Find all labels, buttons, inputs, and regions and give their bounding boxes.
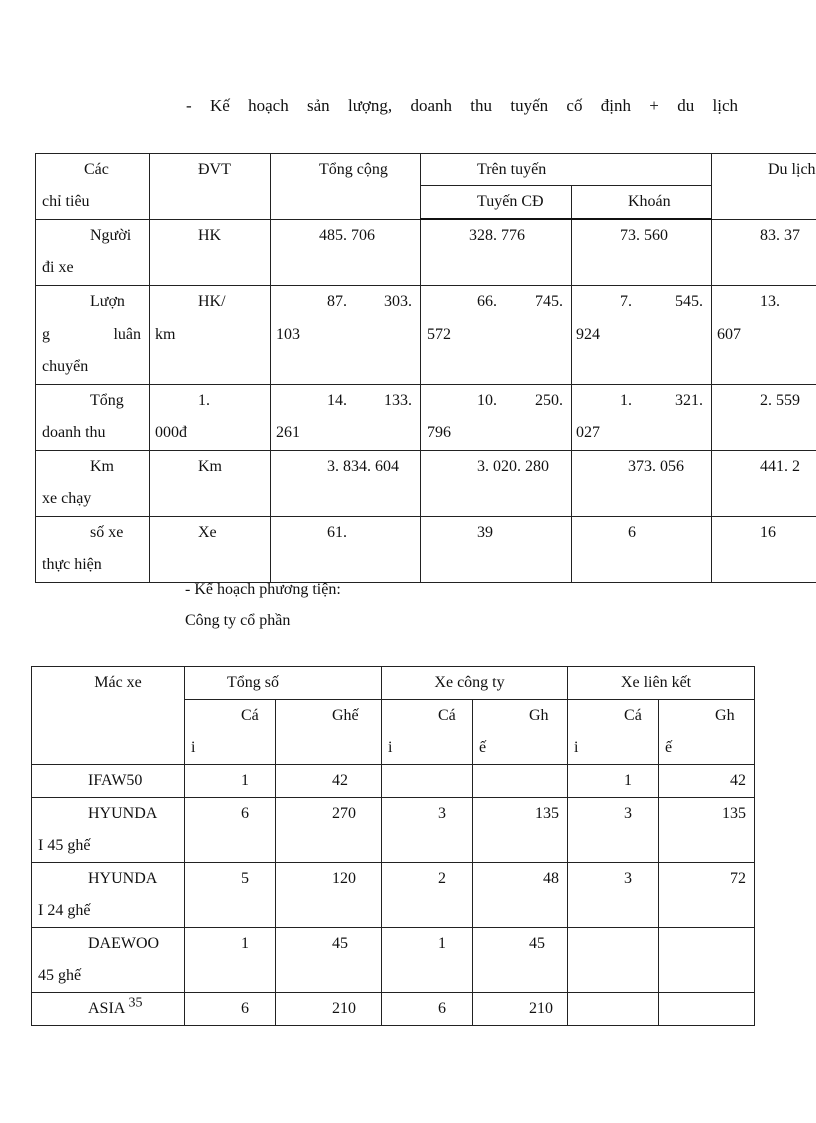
header-model: Mác xe (32, 667, 185, 765)
row-company-seats (473, 765, 568, 798)
table-row (36, 219, 816, 286)
plan-heading: - Kế hoạch sản lượng, doanh thu tuyến cố định + du lịch (186, 96, 738, 115)
row-total-seats: 270 (276, 798, 382, 863)
header-units: Cá i (382, 700, 473, 765)
header-seats: Gh ế (473, 700, 568, 765)
row-total-seats: 45 (276, 928, 382, 993)
row-model: DAEWOO 45 ghế (32, 928, 185, 993)
row-tourism: 16 (712, 516, 816, 582)
row-contract: 6 (572, 516, 712, 582)
row-total: 485. 706 (271, 219, 421, 286)
row-unit: HK/ km (150, 286, 271, 385)
header-on-route: Trên tuyến (421, 154, 712, 186)
row-unit: HK (150, 219, 271, 286)
row-fixed-route: 3. 020. 280 (421, 450, 572, 516)
header-tourism: Du lịch (712, 154, 816, 220)
row-model: HYUNDA I 24 ghế (32, 863, 185, 928)
row-label: Người đi xe (36, 219, 150, 286)
row-affiliate-units: 3 (568, 798, 659, 863)
row-model: IFAW50 (32, 765, 185, 798)
vehicle-plan-heading: - Kế hoạch phương tiện: (185, 581, 341, 598)
row-company-seats: 210 (473, 993, 568, 1026)
table-row (36, 286, 816, 385)
row-company-units: 2 (382, 863, 473, 928)
table-row (36, 384, 816, 450)
row-contract: 73. 560 (572, 219, 712, 286)
row-tourism: 83. 37 (712, 219, 816, 286)
row-total-units: 1 (185, 765, 276, 798)
row-label: Km xe chạy (36, 450, 150, 516)
row-label: số xe thực hiện (36, 516, 150, 582)
row-affiliate-units: 1 (568, 765, 659, 798)
header-total: Tổng cộng (271, 154, 421, 220)
table-row (32, 765, 755, 798)
vehicle-table (31, 666, 755, 1026)
row-affiliate-seats: 72 (659, 863, 755, 928)
header-units: Cá i (568, 700, 659, 765)
row-fixed-route: 66. 745. 572 (421, 286, 572, 385)
row-affiliate-units (568, 928, 659, 993)
row-label: Lượn g luân chuyển (36, 286, 150, 385)
table-row (36, 450, 816, 516)
row-unit: Km (150, 450, 271, 516)
table-header-row (32, 667, 755, 700)
row-company-units (382, 765, 473, 798)
row-contract: 7. 545. 924 (572, 286, 712, 385)
row-affiliate-seats: 135 (659, 798, 755, 863)
header-affiliate-vehicles: Xe liên kết (568, 667, 755, 700)
row-total: 3. 834. 604 (271, 450, 421, 516)
table-row (32, 798, 755, 863)
table-row (32, 863, 755, 928)
row-company-seats: 48 (473, 863, 568, 928)
row-total-units: 6 (185, 798, 276, 863)
row-affiliate-seats: 42 (659, 765, 755, 798)
row-total-units: 1 (185, 928, 276, 993)
header-unit: ĐVT (150, 154, 271, 220)
row-contract: 373. 056 (572, 450, 712, 516)
header-fixed-route: Tuyến CĐ (421, 186, 572, 220)
table-row (32, 993, 755, 1026)
row-company-units: 1 (382, 928, 473, 993)
row-unit: 1. 000đ (150, 384, 271, 450)
company-heading: Công ty cổ phần (185, 612, 291, 629)
row-company-units: 3 (382, 798, 473, 863)
row-total-seats: 120 (276, 863, 382, 928)
row-total: 14. 133. 261 (271, 384, 421, 450)
row-affiliate-units (568, 993, 659, 1026)
row-affiliate-units: 3 (568, 863, 659, 928)
production-revenue-table (35, 153, 816, 583)
header-contract: Khoán (572, 186, 712, 220)
row-affiliate-seats (659, 993, 755, 1026)
table-row (36, 516, 816, 582)
row-model: ASIA $^{35}$ (32, 993, 185, 1026)
row-fixed-route: 328. 776 (421, 219, 572, 286)
header-seats: Gh ế (659, 700, 755, 765)
row-total-units: 6 (185, 993, 276, 1026)
row-contract: 1. 321. 027 (572, 384, 712, 450)
header-seats: Ghế (276, 700, 382, 765)
row-total-units: 5 (185, 863, 276, 928)
row-label: Tổng doanh thu (36, 384, 150, 450)
row-tourism: 2. 559 (712, 384, 816, 450)
row-total-seats: 42 (276, 765, 382, 798)
table-row (32, 928, 755, 993)
table-header-row (36, 154, 816, 186)
row-model: HYUNDA I 45 ghế (32, 798, 185, 863)
row-tourism: 13. 607 (712, 286, 816, 385)
row-company-units: 6 (382, 993, 473, 1026)
row-affiliate-seats (659, 928, 755, 993)
row-fixed-route: 10. 250. 796 (421, 384, 572, 450)
header-units: Cá i (185, 700, 276, 765)
row-total: 87. 303. 103 (271, 286, 421, 385)
row-fixed-route: 39 (421, 516, 572, 582)
header-total-count: Tổng số (185, 667, 382, 700)
row-total-seats: 210 (276, 993, 382, 1026)
row-tourism: 441. 2 (712, 450, 816, 516)
header-company-vehicles: Xe công ty (382, 667, 568, 700)
row-unit: Xe (150, 516, 271, 582)
row-company-seats: 45 (473, 928, 568, 993)
row-total: 61. (271, 516, 421, 582)
row-company-seats: 135 (473, 798, 568, 863)
header-indicators: Các chỉ tiêu (36, 154, 150, 220)
